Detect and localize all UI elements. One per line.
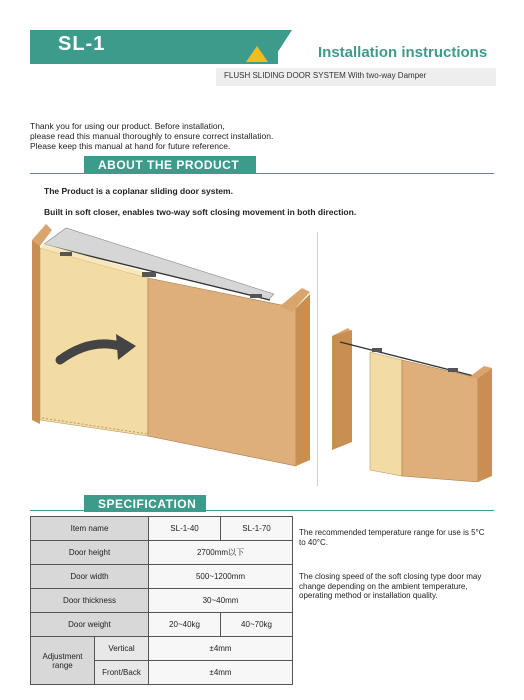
cell-vertical: ±4mm	[149, 637, 293, 661]
row-label-door-thickness: Door thickness	[31, 589, 149, 613]
carriage-roller	[250, 294, 262, 298]
carriage-roller	[60, 252, 72, 256]
about-line-1: The Product is a coplanar sliding door system.	[44, 186, 233, 196]
spec-table	[30, 516, 293, 685]
row-label-door-width: Door width	[31, 565, 149, 589]
table-header-item-name: Item name	[31, 517, 149, 541]
table-header-model: SL-1-40	[149, 517, 221, 541]
header-banner-slant	[270, 30, 292, 64]
small-carriage-roller	[448, 368, 458, 372]
left-wall-side	[32, 240, 40, 424]
door-panel-dark	[148, 278, 296, 466]
intro-line: Please keep this manual at hand for future reference.	[30, 141, 231, 151]
small-door-light	[370, 352, 402, 476]
intro-line: Thank you for using our product. Before installation,	[30, 121, 225, 131]
row-label-door-height: Door height	[31, 541, 149, 565]
row-label-front-back: Front/Back	[95, 661, 149, 685]
document-subtitle: FLUSH SLIDING DOOR SYSTEM With two-way Damper	[224, 71, 427, 80]
note-temperature: The recommended temperature range for use is 5°C to 40°C.	[299, 528, 485, 547]
small-door-dark	[402, 360, 478, 482]
table-row	[31, 517, 293, 541]
about-line-2: Built in soft closer, enables two-way soft closing movement in both direction.	[44, 207, 357, 217]
about-rule	[30, 173, 494, 174]
small-carriage-roller	[372, 348, 382, 352]
about-heading: ABOUT THE PRODUCT	[98, 158, 240, 172]
right-wall-side	[296, 294, 310, 466]
row-label-vertical: Vertical	[95, 637, 149, 661]
intro-line: please read this manual thoroughly to ensure correct installation.	[30, 131, 274, 141]
spec-heading: SPECIFICATION	[98, 497, 197, 511]
cell-front-back: ±4mm	[149, 661, 293, 685]
cell-door-height: 2700mm以下	[149, 541, 293, 565]
table-header-model: SL-1-70	[221, 517, 293, 541]
note-closing-speed: The closing speed of the soft closing type door may change depending on the ambient temperature, operating method or installation quality.	[299, 572, 482, 600]
row-label-adjustment-range: Adjustment range	[31, 637, 95, 685]
triangle-accent-icon	[246, 46, 268, 62]
table-row	[31, 541, 293, 565]
row-label-door-weight: Door weight	[31, 613, 149, 637]
cell-door-weight: 20~40kg	[149, 613, 221, 637]
table-row	[31, 589, 293, 613]
table-row	[31, 613, 293, 637]
door-illustration	[24, 220, 314, 488]
cell-door-width: 500~1200mm	[149, 565, 293, 589]
document-title: Installation instructions	[318, 44, 488, 61]
cell-door-weight: 40~70kg	[221, 613, 293, 637]
carriage-roller	[142, 272, 156, 277]
door-illustration-small	[328, 326, 498, 482]
model-title: SL-1	[58, 33, 106, 55]
small-right-wall-side	[478, 368, 492, 482]
intro-text	[30, 121, 273, 151]
table-row	[31, 565, 293, 589]
cell-door-thickness: 30~40mm	[149, 589, 293, 613]
table-row	[31, 637, 293, 661]
small-left-wall-side	[332, 330, 352, 450]
illustration-divider	[317, 232, 318, 486]
